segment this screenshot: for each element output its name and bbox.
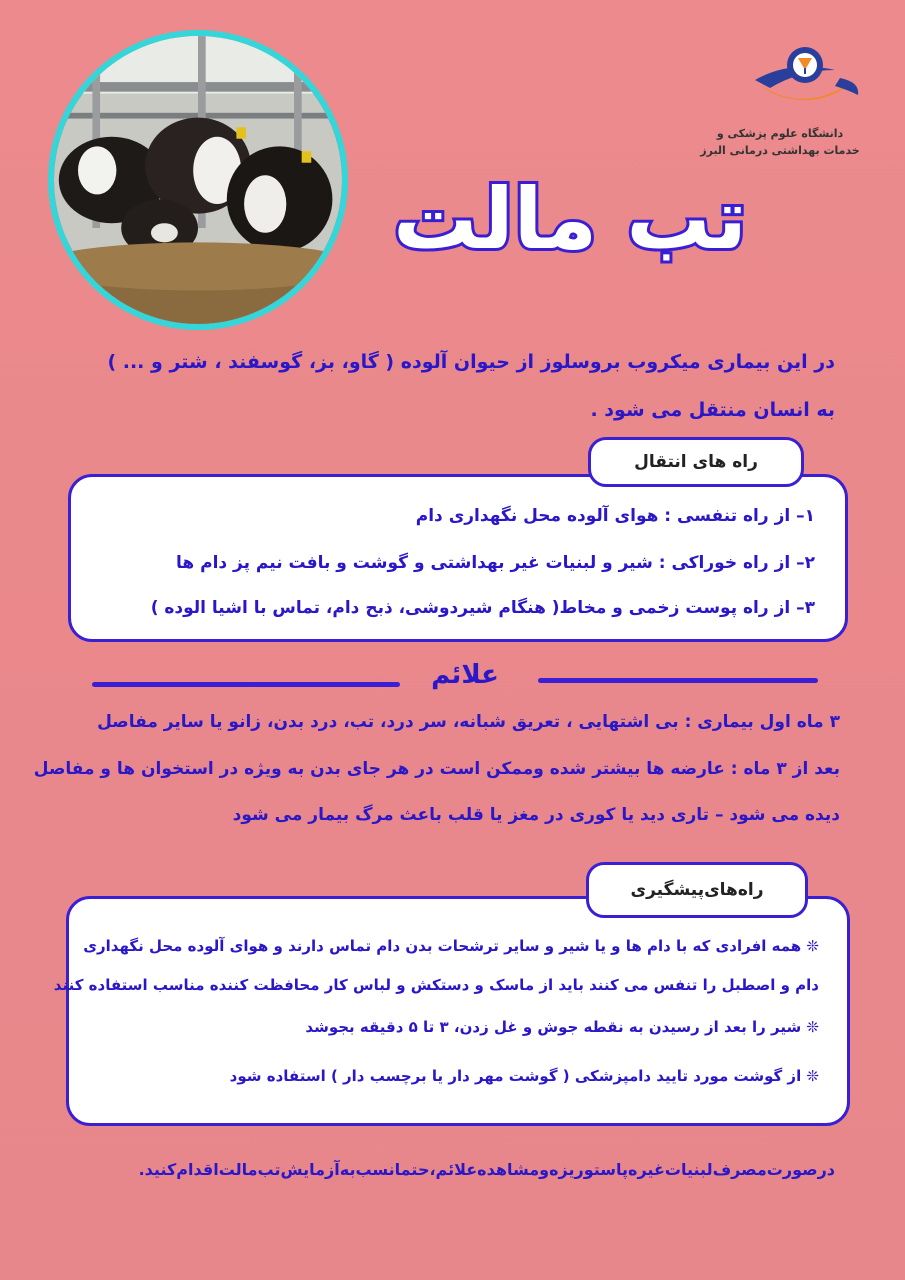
university-logo: [740, 40, 870, 120]
divider-right: [538, 678, 818, 683]
divider-left: [92, 682, 400, 687]
prevention-heading: راه‌های‌پیشگیری: [586, 862, 808, 918]
footer-note: درصورت‌مصرف‌لبنیات‌غیره‌پاستوریزه‌و‌مشاهده‌علائم،حتما‌نسب‌به‌آزمایش‌تب‌مالت‌اقدام‌کنید.: [138, 1160, 835, 1179]
symptoms-line: دیده می شود – تاری دید یا کوری در مغز یا قلب باعث مرگ بیمار می شود: [232, 805, 840, 825]
symptoms-heading: علائم: [431, 660, 499, 690]
intro-line2: به انسان منتقل می شود .: [590, 399, 835, 421]
prevention-line: دام و اصطبل را تنفس می کنند باید از ماسک و دستکش و لباس کار محافظت کننده مناسب استفاده کنند: [53, 976, 819, 994]
transmission-item: ۲– از راه خوراکی : شیر و لبنیات غیر بهداشتی و گوشت و بافت نیم پز دام ها: [176, 553, 815, 573]
symptoms-line: ۳ ماه اول بیماری : بی اشتهایی ، تعریق شبانه، سر درد، تب، درد بدن، زانو یا سایر مفاصل: [97, 712, 840, 732]
prevention-box: [66, 896, 850, 1126]
cattle-photo: [48, 30, 348, 330]
intro-paragraph: [100, 338, 835, 434]
prevention-line: ❊ شیر را بعد از رسیدن به نقطه جوش و غل زدن، ۳ تا ۵ دقیقه بجوشد: [305, 1018, 819, 1036]
transmission-item: ۳– از راه پوست زخمی و مخاط( هنگام شیردوشی، ذبح دام، تماس با اشیا الوده ): [150, 598, 815, 618]
university-name: [700, 125, 860, 159]
university-name-line2: خدمات بهداشتی درمانی البرز: [700, 144, 860, 157]
symptoms-line: بعد از ۳ ماه : عارضه ها بیشتر شده وممکن است در هر جای بدن به ویژه در استخوان ها و مفاصل: [33, 759, 840, 779]
prevention-line: ❊ از گوشت مورد تایید دامپزشکی ( گوشت مهر دار یا برچسب دار ) استفاده شود: [229, 1067, 819, 1085]
transmission-item: ۱– از راه تنفسی : هوای آلوده محل نگهداری دام: [415, 506, 815, 526]
poster-title: تب مالت: [393, 170, 747, 268]
prevention-line: ❊ همه افرادی که با دام ها و یا شیر و سایر ترشحات بدن دام تماس دارند و هوای آلوده محل نگهداری: [83, 937, 819, 955]
transmission-heading: راه های انتقال: [588, 437, 804, 487]
university-name-line1: دانشگاه علوم پزشکی و: [716, 127, 844, 140]
intro-line1: در این بیماری میکروب بروسلوز از حیوان آلوده ( گاو، بز، گوسفند ، شتر و ... ): [107, 351, 835, 373]
